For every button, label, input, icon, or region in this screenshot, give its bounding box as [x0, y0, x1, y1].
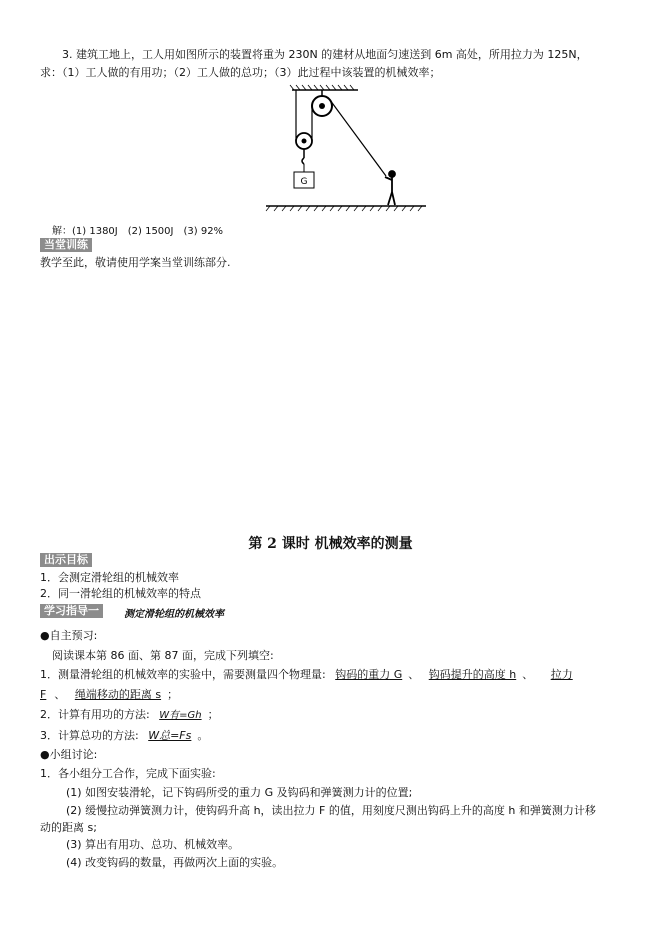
- goals-tag: 出示目标: [40, 553, 92, 567]
- guide-tag: 学习指导一: [40, 604, 103, 618]
- weight-label: G: [300, 177, 308, 187]
- reading-instruction: 阅读课本第 86 面、第 87 面，完成下列填空:: [52, 649, 274, 662]
- experiment-step: (1) 如图安装滑轮，记下钩码所受的重力 G 及钩码和弹簧测力计的位置;: [66, 786, 413, 799]
- goal-item: 2．同一滑轮组的机械效率的特点: [40, 587, 201, 600]
- answer-blank: 绳端移动的距离 s: [74, 688, 162, 701]
- practice-tag: 当堂训练: [40, 238, 92, 252]
- self-study-heading: ● 自主预习:: [40, 629, 97, 643]
- worker-figure: [385, 171, 395, 205]
- practice-text: 教学至此，敬请使用学案当堂训练部分.: [40, 256, 231, 269]
- answer-blank: 拉力: [550, 668, 573, 681]
- answer-blank: 钩码提升的高度 h: [428, 668, 517, 681]
- guide-title: 测定滑轮组的机械效率: [124, 609, 224, 620]
- answer-blank: W总=Fs: [148, 729, 192, 742]
- pulley-system-figure: [262, 84, 432, 214]
- problem-3-line-1: 3. 建筑工地上，工人用如图所示的装置将重为 230N 的建材从地面匀速送到 6m 高处，所用拉力为 125N，: [62, 48, 588, 61]
- experiment-step: (4) 改变钩码的数量，再做两次上面的实验。: [66, 856, 284, 869]
- answer-line: 解：(1) 1380J (2) 1500J (3) 92%: [52, 226, 224, 237]
- answer-blank: F: [40, 688, 47, 701]
- question-2: 2．计算有用功的方法: W有=Gh ；: [40, 708, 219, 721]
- experiment-step-continued: 动的距离 s;: [40, 821, 97, 834]
- question-3: 3．计算总功的方法: W总=Fs 。: [40, 729, 209, 742]
- experiment-step: (2) 缓慢拉动弹簧测力计，使钩码升高 h，读出拉力 F 的值，用刻度尺测出钩码上升的高度 h 和弹簧测力计移: [66, 804, 596, 817]
- discussion-item-1: 1．各小组分工合作，完成下面实验:: [40, 767, 216, 780]
- goal-item: 1．会测定滑轮组的机械效率: [40, 571, 179, 584]
- discussion-heading: ● 小组讨论:: [40, 748, 97, 762]
- question-1-line-2: F 、 绳端移动的距离 s ；: [40, 688, 179, 701]
- lesson-title: 第 2 课时 机械效率的测量: [248, 536, 413, 552]
- question-1-line-1: 1．测量滑轮组的机械效率的实验中，需要测量四个物理量: 钩码的重力 G 、 钩码提升的高度 h 、 拉力: [40, 668, 573, 681]
- answer-blank: W有=Gh: [159, 710, 202, 721]
- experiment-step: (3) 算出有用功、总功、机械效率。: [66, 838, 240, 851]
- problem-3-line-2: 求：（1）工人做的有用功；（2）工人做的总功；（3）此过程中该装置的机械效率；: [40, 66, 441, 79]
- answer-blank: 钩码的重力 G: [335, 668, 403, 681]
